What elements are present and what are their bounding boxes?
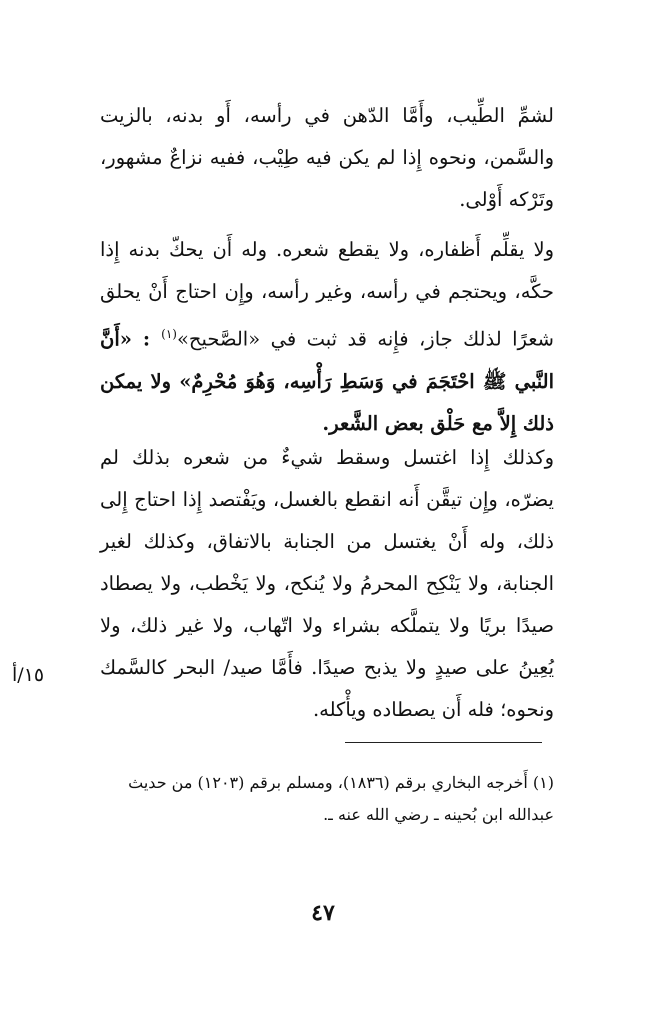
footnote-reference: (١)	[161, 327, 177, 341]
hadith-quote: : «أَنَّ النَّبي ﷺ احْتَجَمَ في وَسَطِ رَأْسِه، وَهُوَ مُحْرِمٌ» ولا يمكن ذلك إِلاَّ مع حَلْق بعض الشَّعر.	[100, 327, 554, 435]
page-number: ٤٧	[311, 900, 335, 926]
margin-folio-note: ١٥/أ	[12, 664, 45, 686]
paragraph-1: لشمِّ الطِّيب، وأَمَّا الدّهن في رأسه، أَو بدنه، بالزيت والسَّمن، ونحوه إِذا لم يكن فيه طِيْب، ففيه نزاعٌ مشهور، وتَرْكه أَوْلى.	[100, 104, 554, 211]
paragraph-2-text: ولا يقلِّم أَظفاره، ولا يقطع شعره. وله أَن يحكّ بدنه إِذا حكَّه، ويحتجم في رأسه، وغير رأسه، وإِن احتاج أَنْ يحلق شعرًا لذلك جاز، فإِنه قد ثبت في «الصَّحيح»	[100, 238, 554, 351]
paragraph-2	[100, 229, 554, 445]
footnote-divider	[345, 742, 542, 743]
footnote: (١) أَخرجه البخاري برقم (١٨٣٦)، ومسلم برقم (١٢٠٣) من حديث عبدالله ابن بُحينه ـ رضي الله عنه ـ.	[128, 773, 554, 824]
paragraph-3: وكذلك إِذا اغتسل وسقط شيءٌ من شعره بذلك لم يضرّه، وإِن تيقَّن أَنه انقطع بالغسل، ويَفْتصد إِذا احتاج إِلى ذلك، وله أَنْ يغتسل من الجنابة بالاتفاق، وكذلك لغير الجنابة، ولا يَنْكِح المحرمُ ولا يُنكح، ولا يَخْطب، ولا يصطاد صيدًا بريًا ولا يتملَّكه بشراء ولا اتّهاب، ولا غير ذلك، ولا يُعِينُ على صيدٍ ولا يذبح صيدًا. فأَمَّا صيد/ البحر كالسَّمك ونحوه؛ فله أَن يصطاده ويأْكله.	[100, 446, 554, 721]
